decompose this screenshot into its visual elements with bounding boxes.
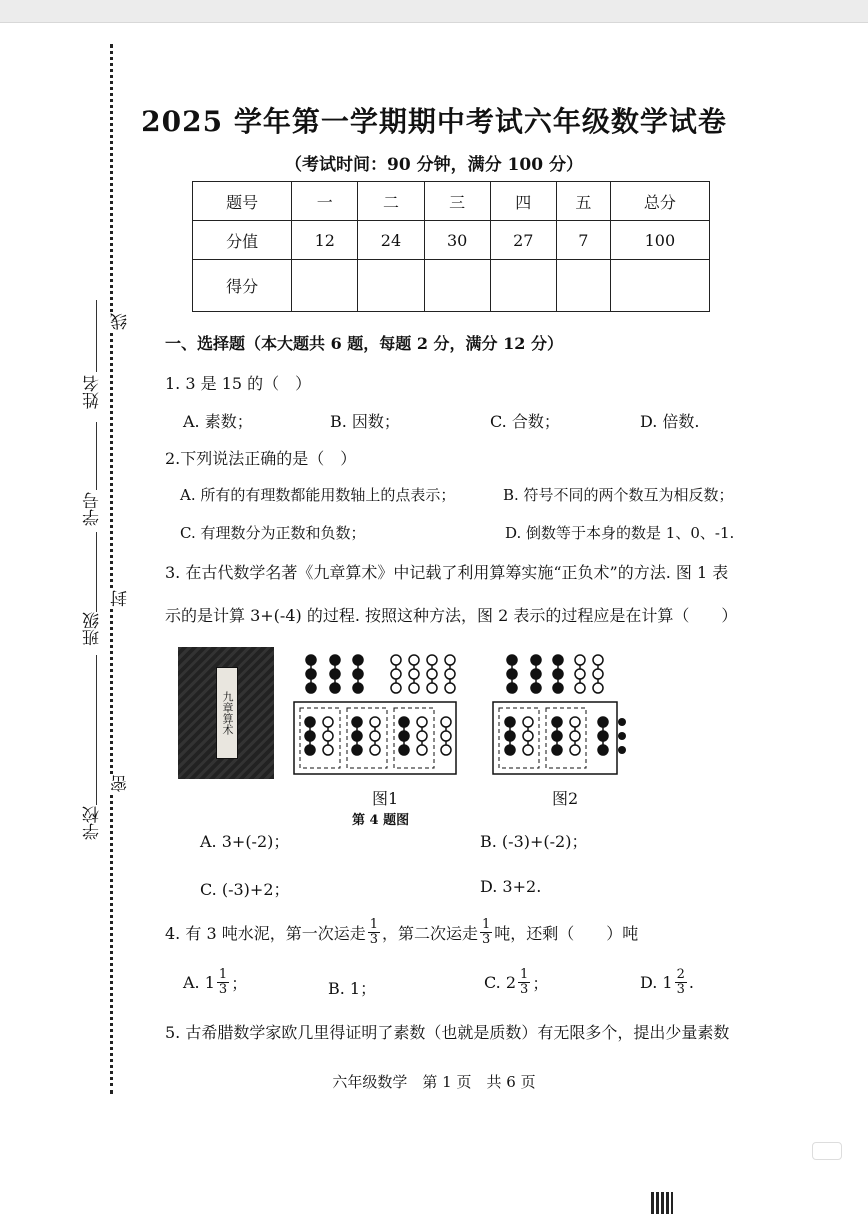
q1-option-c: C. 合数； (490, 412, 560, 431)
black-counter (553, 683, 563, 693)
table-header-cell: 二 (358, 182, 424, 221)
black-counter (618, 718, 626, 726)
white-counter (370, 731, 380, 741)
q3-option-d: D. 3+2. (480, 877, 542, 896)
white-counter (523, 717, 533, 727)
line-char: 线 (108, 313, 133, 330)
black-counter (330, 669, 340, 679)
black-counter (552, 717, 562, 727)
black-counter (399, 731, 409, 741)
table-header-cell: 题号 (193, 182, 292, 221)
black-counter (505, 745, 515, 755)
secret-char: 密 (108, 775, 133, 792)
table-header-cell: 五 (556, 182, 610, 221)
q2-option-c: C. 有理数分为正数和负数； (180, 524, 366, 542)
question-3-line1: 3. 在古代数学名著《九章算术》中记载了利用算筹实施“正负术”的方法. 图 1 表 (165, 563, 729, 582)
white-counter (391, 655, 401, 665)
black-counter (531, 655, 541, 665)
table-header-cell: 三 (424, 182, 490, 221)
mixed-fraction (518, 968, 530, 997)
black-counter (598, 717, 608, 727)
option-end: . (688, 973, 694, 992)
white-counter (593, 669, 603, 679)
question-1-stem: 1. 3 是 15 的（ ） (165, 374, 312, 393)
white-counter (445, 655, 455, 665)
black-counter (507, 669, 517, 679)
white-counter (391, 683, 401, 693)
name-label: 姓名 (83, 375, 103, 409)
table-header-cell: 总分 (610, 182, 709, 221)
table-cell: 24 (358, 221, 424, 260)
table-cell: 100 (610, 221, 709, 260)
watermark-badge (812, 1142, 842, 1160)
table-cell: 27 (490, 221, 556, 260)
qr-code-icon (651, 1192, 673, 1214)
black-counter (305, 717, 315, 727)
mixed-fraction (217, 968, 229, 997)
option-end: ； (532, 974, 549, 993)
page-footer: 六年级数学 第 1 页 共 6 页 (332, 1073, 536, 1091)
question-4-stem (165, 918, 638, 947)
mixed-fraction (675, 968, 687, 997)
q2-option-b: B. 符号不同的两个数互为相反数； (503, 486, 734, 504)
white-counter (575, 655, 585, 665)
table-cell: 30 (424, 221, 490, 260)
black-counter (352, 731, 362, 741)
white-counter (593, 655, 603, 665)
black-counter (330, 683, 340, 693)
black-counter (505, 731, 515, 741)
q3-option-c: C. (-3)+2； (200, 880, 290, 899)
white-counter (575, 683, 585, 693)
white-counter (427, 683, 437, 693)
exam-subtitle: （考试时间：90 分钟，满分 100 分） (285, 155, 583, 175)
black-counter (531, 683, 541, 693)
table-header-cell: 四 (490, 182, 556, 221)
question-5-line1: 5. 古希腊数学家欧几里得证明了素数（也就是质数）有无限多个，提出少量素数 (165, 1023, 730, 1042)
white-counter (441, 745, 451, 755)
white-counter (409, 669, 419, 679)
q2-option-d: D. 倒数等于本身的数是 1、0、-1. (505, 524, 735, 542)
black-counter (306, 669, 316, 679)
book-title-label: 九章算术 (216, 667, 238, 759)
q4-option-b: B. 1； (328, 979, 377, 998)
white-counter (417, 745, 427, 755)
class-label: 班级 (83, 612, 103, 646)
mixed-whole: C. 2 (484, 973, 517, 992)
figure-2-caption: 图2 (552, 789, 579, 808)
student-no-label: 学号 (83, 492, 103, 526)
white-counter (427, 655, 437, 665)
black-counter (399, 745, 409, 755)
black-counter (353, 669, 363, 679)
q1-option-a: A. 素数； (183, 412, 253, 431)
q4-option-d (640, 968, 694, 997)
white-counter (417, 731, 427, 741)
white-counter (575, 669, 585, 679)
black-counter (507, 655, 517, 665)
q1-option-d: D. 倍数. (640, 412, 700, 431)
q4-fraction (480, 918, 492, 947)
frac-numerator: 2 (676, 967, 685, 982)
black-counter (598, 731, 608, 741)
q2-option-a: A. 所有的有理数都能用数轴上的点表示； (180, 486, 456, 504)
white-counter (445, 669, 455, 679)
school-label: 学校 (83, 806, 103, 840)
black-counter (305, 745, 315, 755)
question-2-stem: 2.下列说法正确的是（ ） (165, 449, 357, 468)
white-counter (409, 655, 419, 665)
frac-numerator: 1 (218, 967, 228, 982)
q4-stem-part1: 4. 有 3 吨水泥，第一次运走 (165, 924, 366, 943)
black-counter (618, 746, 626, 754)
frac-numerator: 1 (482, 917, 491, 932)
black-counter (552, 745, 562, 755)
frac-denominator: 3 (218, 982, 228, 997)
mixed-whole: A. 1 (183, 973, 215, 992)
black-counter (353, 683, 363, 693)
q4-stem-part3: 吨，还剩（ ）吨 (494, 924, 639, 943)
black-counter (618, 732, 626, 740)
frac-denominator: 3 (369, 932, 378, 947)
white-counter (370, 717, 380, 727)
white-counter (391, 669, 401, 679)
white-counter (323, 731, 333, 741)
q4-fraction (368, 918, 380, 947)
black-counter (552, 731, 562, 741)
frac-denominator: 3 (482, 932, 491, 947)
black-counter (505, 717, 515, 727)
black-counter (399, 717, 409, 727)
table-cell: 分值 (193, 221, 292, 260)
white-counter (417, 717, 427, 727)
white-counter (570, 745, 580, 755)
black-counter (352, 745, 362, 755)
white-counter (323, 745, 333, 755)
option-end: ； (231, 974, 248, 993)
white-counter (523, 745, 533, 755)
black-counter (598, 745, 608, 755)
table-cell: 7 (556, 221, 610, 260)
black-counter (305, 731, 315, 741)
q4-option-c (484, 968, 548, 997)
black-counter (306, 655, 316, 665)
table-header-cell: 一 (292, 182, 358, 221)
figure-1-caption: 图1 (372, 789, 399, 808)
black-counter (353, 655, 363, 665)
section-heading: 一、选择题（本大题共 6 题，每题 2 分，满分 12 分） (165, 334, 563, 353)
black-counter (553, 655, 563, 665)
white-counter (441, 731, 451, 741)
white-counter (323, 717, 333, 727)
black-counter (352, 717, 362, 727)
black-counter (507, 683, 517, 693)
white-counter (370, 745, 380, 755)
figure-caption: 第 4 题图 (352, 813, 410, 828)
white-counter (427, 669, 437, 679)
frac-denominator: 3 (676, 982, 685, 997)
frac-numerator: 1 (520, 967, 529, 982)
white-counter (445, 683, 455, 693)
seal-char: 封 (108, 590, 133, 607)
q3-option-b: B. (-3)+(-2)； (480, 832, 588, 851)
question-3-line2: 示的是计算 3+(-4) 的过程. 按照这种方法，图 2 表示的过程应是在计算（ ） (165, 606, 738, 625)
table-cell: 得分 (193, 260, 292, 312)
mixed-whole: D. 1 (640, 973, 673, 992)
black-counter (330, 655, 340, 665)
white-counter (593, 683, 603, 693)
white-counter (570, 731, 580, 741)
q1-option-b: B. 因数； (330, 412, 400, 431)
white-counter (441, 717, 451, 727)
black-counter (553, 669, 563, 679)
black-counter (531, 669, 541, 679)
q4-option-a (183, 968, 247, 997)
q4-stem-part2: ，第二次运走 (382, 924, 479, 943)
white-counter (570, 717, 580, 727)
table-cell: 12 (292, 221, 358, 260)
frac-numerator: 1 (369, 917, 378, 932)
q3-option-a: A. 3+(-2)； (200, 832, 290, 851)
white-counter (523, 731, 533, 741)
black-counter (306, 683, 316, 693)
frac-denominator: 3 (520, 982, 529, 997)
white-counter (409, 683, 419, 693)
exam-title: 2025 学年第一学期期中考试六年级数学试卷 (141, 105, 727, 138)
